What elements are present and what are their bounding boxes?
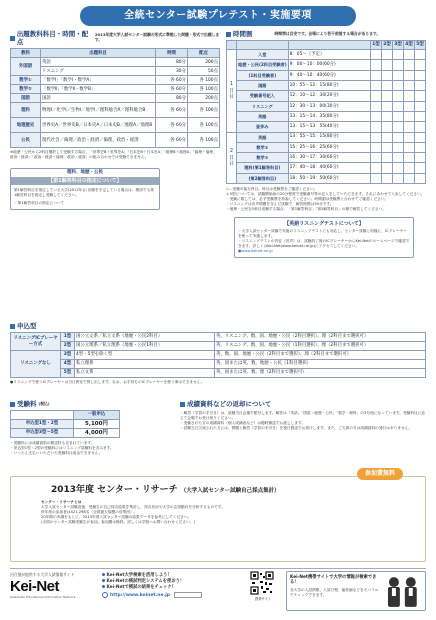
research-paragraph: 20年間の実績をもとに、2013年度入試センター試験の結果データを参考にしてください。 xyxy=(41,515,192,520)
type-cell xyxy=(404,153,415,163)
schedule-subject: (第2解答科目) xyxy=(237,173,289,183)
mobile-site-title: Kei-Net携帯サイトで大学の情報が検索できる！ xyxy=(290,575,377,586)
type-cell xyxy=(415,60,426,70)
table-row xyxy=(11,58,220,67)
results-title-row xyxy=(180,400,426,408)
type-cell xyxy=(371,50,382,60)
results-text xyxy=(180,411,426,431)
subject-name: 英語 xyxy=(41,58,156,67)
fee-header: 一般申込 xyxy=(73,411,119,420)
type-cell xyxy=(382,50,393,60)
apply-desc: 私立理系 xyxy=(75,360,215,369)
type-cell xyxy=(371,163,382,173)
apply-group: リスニングなし xyxy=(11,351,61,378)
table-row xyxy=(227,132,426,142)
schedule-subject: 入室 xyxy=(237,50,289,60)
research-paragraph: 昨年度の参加者は421,298名（全国最大規模の母集団）。 xyxy=(41,510,138,515)
research-paragraph: センター・リサーチとは xyxy=(41,500,82,505)
subject-score: 各 100点 xyxy=(188,76,220,85)
table-row xyxy=(11,76,220,85)
type-cell xyxy=(371,142,382,152)
table-row xyxy=(227,91,426,101)
subjects-header: 時間 xyxy=(156,49,188,58)
subjects-title-row xyxy=(10,30,220,46)
results-section xyxy=(180,400,426,431)
type-cell xyxy=(404,163,415,173)
type-cell xyxy=(371,60,382,70)
table-row xyxy=(227,60,426,70)
students-illustration-icon xyxy=(384,575,422,609)
table-row xyxy=(11,85,220,94)
schedule-note: ・地理・公民を2科目受験する場合、「第1解答科目」「第2解答科目」の順で解答してください。 xyxy=(226,206,387,211)
qr-label: 携帯サイト xyxy=(255,597,271,602)
subject-time: 各 60分 xyxy=(156,118,188,133)
table-row xyxy=(11,369,426,378)
schedule-section xyxy=(226,30,426,258)
research-title: 2013年度 センター・リサーチ xyxy=(51,485,178,495)
type-cell xyxy=(371,81,382,91)
fee-section xyxy=(10,400,135,456)
first-answer-box xyxy=(10,168,160,210)
subject-score: 各 100点 xyxy=(188,118,220,133)
table-row xyxy=(11,420,120,429)
fee-note: ・受験料には成績資料の郵送料も含まれています。 xyxy=(10,441,95,446)
free-badge: 参加費無料 xyxy=(357,468,403,480)
footer-link[interactable]: Kei-Netの模試判定システムを使おう！ xyxy=(102,579,242,585)
schedule-time: 10：55～12：15(80分) xyxy=(288,81,370,91)
schedule-note: ＊5型については、試験開始前の20分程度で受験番号等の記入をしていただきます。それにあわせて入室してください。 xyxy=(226,191,425,196)
subject-category: 国語 xyxy=(11,94,41,103)
schedule-subject: 英語 xyxy=(237,111,289,121)
apply-desc: 4型・5型を除く型 xyxy=(75,351,215,360)
table-row xyxy=(227,81,426,91)
type-cell xyxy=(415,122,426,132)
research-paragraph: 大学入試センター試験直後、受験生の自己採点結果を集計し、得点状況や大学の志望動向を分析するものです。 xyxy=(41,505,225,510)
schedule-subject: 英語 xyxy=(237,132,289,142)
schedule-note: ◇…受験可能な科目。科目は受験票をご確認ください。 xyxy=(226,186,318,191)
subject-score: 各 100点 xyxy=(188,103,220,118)
apply-subjects: 英、リスニング、数、国、地歴・公民（2科目選択）、理（2科目まで選択可） xyxy=(215,333,426,342)
schedule-time: 18：50～19：50(60分) xyxy=(288,173,370,183)
research-text xyxy=(11,496,425,525)
footer-url-row[interactable] xyxy=(102,592,242,598)
schedule-time: 12：30～13：00(30分) xyxy=(288,101,370,111)
type-cell xyxy=(393,153,404,163)
schedule-time: 17：40～18：40(60分) xyxy=(288,163,370,173)
subject-name: 「数学Ⅰ」「数学Ⅰ・数学A」 xyxy=(41,76,156,85)
table-row xyxy=(11,351,426,360)
subject-name: 「数学Ⅱ」「数学Ⅱ・数学B」 xyxy=(41,85,156,94)
page-banner: 全統センター試験プレテスト・実施要項 xyxy=(80,6,356,26)
table-row xyxy=(227,70,426,80)
type-cell xyxy=(415,50,426,60)
apply-desc: 私立文系 xyxy=(75,369,215,378)
subject-name: 世界史A／世界史B／日本史A／日本史B／地理A／地理B xyxy=(41,118,156,133)
schedule-title: 時間割 xyxy=(233,30,253,38)
schedule-subject: 数学① xyxy=(237,142,289,152)
bullet-icon xyxy=(102,585,105,588)
apply-type: 5型 xyxy=(61,369,75,378)
fee-title: 受験料 xyxy=(17,400,37,408)
fee-value: 4,000円 xyxy=(73,429,119,438)
table-row xyxy=(227,173,426,183)
schedule-subject: リスニング xyxy=(237,101,289,111)
subject-category: 地理歴史 xyxy=(11,118,41,133)
type-cell xyxy=(404,173,415,183)
subject-score: 200点 xyxy=(188,94,220,103)
table-row xyxy=(227,163,426,173)
subject-name: 現代社会／倫理／政治・経済／倫理、政治・経済 xyxy=(41,133,156,148)
type-cell xyxy=(404,70,415,80)
type-cell xyxy=(404,81,415,91)
qr-code-icon xyxy=(250,571,274,595)
type-cell xyxy=(415,111,426,121)
type-cell xyxy=(393,70,404,80)
schedule-subject: 受験番号記入 xyxy=(237,91,289,101)
table-row xyxy=(11,133,220,148)
type-cell xyxy=(393,163,404,173)
type-cell xyxy=(393,91,404,101)
table-row xyxy=(11,342,426,351)
type-cell xyxy=(415,163,426,173)
type-cell xyxy=(415,101,426,111)
type-cell xyxy=(382,122,393,132)
square-bullet-icon xyxy=(226,32,231,37)
schedule-notes xyxy=(226,187,426,212)
type-cell xyxy=(404,91,415,101)
schedule-time: 13：15～13：55(40分) xyxy=(288,122,370,132)
subject-score: 各 100点 xyxy=(188,85,220,94)
fee-table xyxy=(10,410,120,438)
schedule-table xyxy=(226,40,426,184)
apply-desc: 国公立文系／私立文系（地歴・公民2科目） xyxy=(75,333,215,342)
apply-type: 4型 xyxy=(61,360,75,369)
type-cell xyxy=(415,132,426,142)
table-row xyxy=(227,111,426,121)
listening-text: ・リスニングテストの内容（音声）は、試験終了後のICプレーヤーからKei-Netのホームページで確認できます。詳しくはKei-Net(www.keinet.ne.jp)にアクセスしてください。 xyxy=(238,239,410,249)
schedule-time: 15：25～16：25(60分) xyxy=(288,142,370,152)
apply-section xyxy=(10,322,426,385)
subjects-title: 出題教科科目・時間・配点 xyxy=(16,30,89,47)
schedule-subject: 数学② xyxy=(237,153,289,163)
bullet-icon xyxy=(102,579,105,582)
subjects-subtitle: 2013年度大学入試センター試験の形式に準拠した問題・形式で出題します。 xyxy=(94,32,220,43)
subjects-note: ※地歴・公民から2科目選択して受験する場合、「世界史B＋世界史A」「日本史B＋日本史A」「地理B＋地理A」「倫理＋倫理、政治・経済」「政治・経済＋倫理、政治・経済」の組み合わせでは受験できません。 xyxy=(10,150,217,160)
apply-subjects: 英、国または英、数、地歴・公民（1科目選択） xyxy=(215,360,426,369)
listening-link[interactable]: ●www.keinet.ne.jp xyxy=(238,249,273,254)
fee-note: ・いったん支払いいただいた受験料は返金できません。 xyxy=(10,451,103,456)
results-title: 成績資料などの返却について xyxy=(187,400,272,408)
type-cell xyxy=(371,173,382,183)
first-answer-box-head: 理科、地歴・公民 xyxy=(11,169,159,177)
listening-text: ・大学入試センター試験で実施のリスニングテストにも対応し、センター試験と同様に、ICプレーヤーを使って実施します。 xyxy=(238,229,407,239)
type-cell xyxy=(371,132,382,142)
type-cell xyxy=(393,81,404,91)
schedule-rows xyxy=(227,50,426,184)
type-cell xyxy=(415,81,426,91)
subject-category: 数学① xyxy=(11,76,41,85)
apply-type: 1型 xyxy=(61,333,75,342)
schedule-time: 9：00～10：00(60分) xyxy=(288,60,370,70)
footer-links xyxy=(102,573,242,598)
type-cell xyxy=(371,70,382,80)
subject-time: 80分 xyxy=(156,94,188,103)
type-header: 2型 xyxy=(382,41,393,50)
subject-score: 各 100点 xyxy=(188,133,220,148)
apply-subjects: 英、リスニング、数、国、地歴・公民（1科目選択）、理（2科目まで選択可） xyxy=(215,342,426,351)
schedule-title-row xyxy=(226,30,426,38)
footer xyxy=(10,568,426,614)
table-row xyxy=(11,429,120,438)
apply-title-row xyxy=(10,322,426,330)
type-header: 3型 xyxy=(393,41,404,50)
schedule-note: ・リスニングは音声問題を含んだ試験で、解答時間は30分です。 xyxy=(226,201,334,206)
schedule-time: 8：05～（予定） xyxy=(288,50,370,60)
type-cell xyxy=(382,173,393,183)
apply-note: ●リスニングで使うICプレーヤーは当日教室で貸し出します。なお、お手持ちのICプレーヤーを使う事はできません。 xyxy=(10,380,205,385)
first-answer-box-title: 【第1解答科目の指定について】 xyxy=(11,177,159,185)
first-answer-box-text: 第1解答科目を指定している大学(2012年)に出願を予定している場合は、模試でも第1解答科目を指定し受験してください。 xyxy=(14,188,154,198)
table-row xyxy=(227,101,426,111)
results-paragraph: ・解答（学習の手引き）は、試験当日会場で配付します。解答は「英語」「国語・地歴・公民」「数学・理科」の3分冊になっています。受験科目に応じて会場でお受け取りください。 xyxy=(180,411,426,421)
type-cell xyxy=(404,111,415,121)
apply-subjects: 英、数、国、地歴・公民（2科目まで選択）、理（2科目まで選択可） xyxy=(215,351,426,360)
type-cell xyxy=(404,60,415,70)
subject-time: 30分 xyxy=(156,67,188,76)
listening-title: 【英語リスニングテストについて】 xyxy=(284,220,364,227)
type-cell xyxy=(382,111,393,121)
type-cell xyxy=(393,122,404,132)
fee-title-row xyxy=(10,400,135,408)
apply-table xyxy=(10,332,426,378)
fee-label: 申込型3型～5型 xyxy=(11,429,74,438)
schedule-time: 9：40～10：40(60分) xyxy=(288,70,370,80)
type-cell xyxy=(382,91,393,101)
table-row xyxy=(11,94,220,103)
type-header: 1型 xyxy=(371,41,382,50)
subjects-header: 出題科目 xyxy=(41,49,156,58)
type-cell xyxy=(393,173,404,183)
type-cell xyxy=(404,142,415,152)
type-cell xyxy=(382,142,393,152)
kei-net-logo-block[interactable] xyxy=(10,573,96,600)
mobile-site-box xyxy=(286,571,426,611)
fee-unit: (税込) xyxy=(38,400,50,406)
search-box[interactable] xyxy=(174,592,202,598)
type-cell xyxy=(382,163,393,173)
subjects-table xyxy=(10,48,220,148)
footer-tagline: 河合塾が提供する大学入試情報サイト xyxy=(10,572,75,577)
type-cell xyxy=(382,60,393,70)
type-cell xyxy=(371,101,382,111)
first-answer-box-foot: ・第1解答科目の指定について xyxy=(14,201,65,206)
subject-time: 各 60分 xyxy=(156,133,188,148)
table-row xyxy=(11,333,426,342)
type-cell xyxy=(371,122,382,132)
type-cell xyxy=(393,142,404,152)
fee-value: 5,100円 xyxy=(73,420,119,429)
bullet-icon xyxy=(102,573,105,576)
table-row xyxy=(11,103,220,118)
subject-name: 国語 xyxy=(41,94,156,103)
subject-score: 200点 xyxy=(188,58,220,67)
subject-time: 各 60分 xyxy=(156,103,188,118)
type-cell xyxy=(382,70,393,80)
schedule-time: 13：55～15：15(80分) xyxy=(288,132,370,142)
type-cell xyxy=(382,81,393,91)
table-row xyxy=(11,67,220,76)
schedule-subject: 理科(第1解答科目) xyxy=(237,163,289,173)
type-cell xyxy=(404,50,415,60)
fee-note: ・申込型1型・2型の受験料にはリスニング試験料を含みます。 xyxy=(10,446,114,451)
apply-type: 3型 xyxy=(61,351,75,360)
subject-name: リスニング xyxy=(41,67,156,76)
type-cell xyxy=(371,153,382,163)
square-bullet-icon xyxy=(10,402,15,407)
mobile-site-text xyxy=(290,575,381,607)
footer-url: http://www.keinet.ne.jp xyxy=(110,592,171,598)
type-cell xyxy=(393,132,404,142)
type-header: 5型 xyxy=(415,41,426,50)
square-bullet-icon xyxy=(180,402,185,407)
type-cell xyxy=(382,132,393,142)
subjects-header: 配点 xyxy=(188,49,220,58)
type-header: 4型 xyxy=(404,41,415,50)
table-row xyxy=(227,122,426,132)
research-title-row xyxy=(11,477,425,496)
globe-icon xyxy=(102,592,108,598)
type-cell xyxy=(404,122,415,132)
subject-time: 各 60分 xyxy=(156,76,188,85)
apply-subjects: 英、国または英、数、理（2科目まで選択可） xyxy=(215,369,426,378)
table-row xyxy=(227,153,426,163)
mobile-site-desc: 各大学の入試情報、入試日程、偏差値などをモバイルでチェックできます。 xyxy=(290,587,379,597)
subject-time: 80分 xyxy=(156,58,188,67)
results-paragraph: ・試験当日欠席された方には、問題と解答（学習の手引き）を後日郵送でお届けします。また、ご欠席の方は成績資料の発行はありません。 xyxy=(180,426,413,431)
apply-title: 申込型 xyxy=(17,322,37,330)
square-bullet-icon xyxy=(10,324,15,329)
subjects-section xyxy=(10,30,220,210)
subject-score: 50点 xyxy=(188,67,220,76)
square-bullet-icon xyxy=(10,36,15,41)
type-cell xyxy=(415,173,426,183)
schedule-time: 12：10～12：30(20分) xyxy=(288,91,370,101)
type-cell xyxy=(382,153,393,163)
footer-link[interactable]: Kei-Net大学検索を活用しよう！ xyxy=(102,573,242,579)
type-cell xyxy=(382,101,393,111)
subject-time: 各 60分 xyxy=(156,85,188,94)
type-cell xyxy=(371,111,382,121)
listening-box xyxy=(234,217,414,258)
type-cell xyxy=(393,60,404,70)
type-cell xyxy=(415,142,426,152)
kei-net-logo: Kei-Net xyxy=(10,577,60,595)
table-row xyxy=(11,118,220,133)
kei-net-logo-sub: Kawaijuku Educational Information Network xyxy=(10,595,76,600)
subject-category: 公民 xyxy=(11,133,41,148)
research-section xyxy=(10,470,426,562)
apply-type: 2型 xyxy=(61,342,75,351)
day-label: 2日目 xyxy=(227,132,237,183)
footer-link[interactable]: Kei-Netで模試の結果をチェック！ xyxy=(102,585,242,591)
type-cell xyxy=(404,132,415,142)
research-subtitle: （大学入試センター試験自己採点集計） xyxy=(180,488,280,494)
schedule-subject: 地歴・公民(2科目受験者) xyxy=(237,60,289,70)
schedule-note: ・受験に際しては、必ず受験票を持参してください。時間割は受験票と合わせてご確認ください。 xyxy=(226,196,389,201)
schedule-subject: 国語 xyxy=(237,81,289,91)
subjects-header: 教科 xyxy=(11,49,41,58)
subject-category: 数学② xyxy=(11,85,41,94)
apply-group: リスニングICプレーヤー方式 xyxy=(11,333,61,351)
type-cell xyxy=(415,91,426,101)
table-row xyxy=(11,360,426,369)
type-cell xyxy=(371,91,382,101)
type-cell xyxy=(393,101,404,111)
table-row xyxy=(227,50,426,60)
fee-label: 申込型1型・2型 xyxy=(11,420,74,429)
type-cell xyxy=(393,111,404,121)
schedule-time: 13：15～14：35(80分) xyxy=(288,111,370,121)
type-cell xyxy=(415,153,426,163)
subject-name: 物理Ⅰ／化学Ⅰ／生物Ⅰ／地学Ⅰ／理科総合A／理科総合B xyxy=(41,103,156,118)
subject-category: 外国語 xyxy=(11,58,41,76)
table-row xyxy=(227,142,426,152)
type-cell xyxy=(415,70,426,80)
qr-block[interactable] xyxy=(250,571,276,601)
schedule-time: 16：30～17：30(60分) xyxy=(288,153,370,163)
schedule-subject: 昼休み xyxy=(237,122,289,132)
results-paragraph: ・受験された方の成績資料（個人成績表など）は随時郵送でお渡しします。 xyxy=(180,421,306,426)
schedule-subject: (1科目受験者) xyxy=(237,70,289,80)
fee-notes xyxy=(10,441,135,456)
subject-category: 理科 xyxy=(11,103,41,118)
day-label: 1日目 xyxy=(227,50,237,132)
type-cell xyxy=(404,101,415,111)
apply-desc: 国公立理系／私立理系（地歴・公民1科目） xyxy=(75,342,215,351)
type-cell xyxy=(393,50,404,60)
schedule-subtitle: 時間帯は目安です。会場により若干前後する場合があります。 xyxy=(274,30,381,36)
research-paragraph: (全国のセンター試験受験生が参加。参加費は無料。詳しくは学校へお問い合わせください。) xyxy=(41,520,195,525)
